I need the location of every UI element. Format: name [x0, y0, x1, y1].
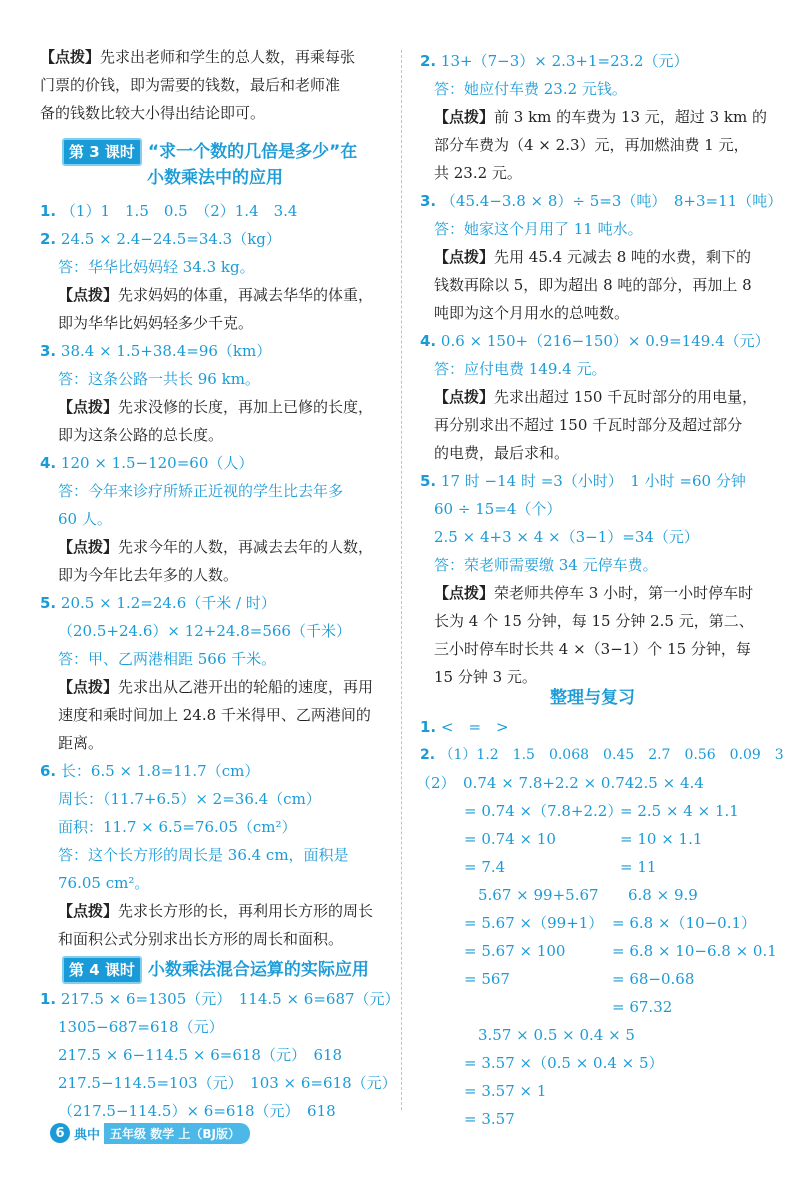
tip-text: 和面积公式分别求出长方形的周长和面积。: [58, 930, 344, 948]
calc-line: = 0.74 ×（7.8+2.2）: [464, 802, 623, 820]
calc-line: 6.8 × 9.9: [628, 886, 698, 904]
tip-text: 即为这条公路的总长度。: [58, 426, 224, 444]
tip-text: 吨即为这个月用水的总吨数。: [434, 304, 630, 322]
tip-text: 【点拨】前 3 km 的车费为 13 元，超过 3 km 的: [434, 108, 767, 126]
answer-line: 1305−687=618（元）: [58, 1018, 224, 1036]
calc-line: 5.67 × 99+5.67: [478, 886, 599, 904]
book-info: 五年级 数学 上（BJ版）: [104, 1123, 250, 1144]
answer-line: 60 人。: [58, 510, 112, 528]
answer-line: 4. 0.6 × 150+（216−150）× 0.9=149.4（元）: [420, 332, 770, 350]
calc-line: = 3.57: [464, 1110, 515, 1128]
answer-line: 217.5 × 6−114.5 × 6=618（元） 618: [58, 1046, 343, 1064]
calc-line: 2.5 × 4.4: [634, 774, 704, 792]
calc-line: = 3.57 × 1: [464, 1082, 547, 1100]
answer-line: 周长：（11.7+6.5）× 2=36.4（cm）: [58, 790, 321, 808]
answer-line: 答：荣老师需要缴 34 元停车费。: [434, 556, 658, 574]
answer-line: 答：这个长方形的周长是 36.4 cm，面积是: [58, 846, 349, 864]
column-divider: [401, 50, 402, 1110]
answer-line: 76.05 cm²。: [58, 874, 150, 892]
answer-line: 3. 38.4 × 1.5+38.4=96（km）: [40, 342, 272, 360]
calc-line: = 3.57 ×（0.5 × 0.4 × 5）: [464, 1054, 664, 1072]
tip-text: 钱数再除以 5，即为超出 8 吨的部分，再加上 8: [434, 276, 752, 294]
review-heading: 整理与复习: [550, 688, 635, 708]
answer-line: 答：应付电费 149.4 元。: [434, 360, 607, 378]
calc-line: = 567: [464, 970, 510, 988]
section-heading-3: 第 3 课时 “求一个数的几倍是多少”在: [62, 138, 357, 166]
tip-text: 即为今年比去年多的人数。: [58, 566, 239, 584]
answer-line: 2. 24.5 × 2.4−24.5=34.3（kg）: [40, 230, 281, 248]
answer-line: 答：甲、乙两港相距 566 千米。: [58, 650, 277, 668]
answer-line: 6. 长：6.5 × 1.8=11.7（cm）: [40, 762, 260, 780]
tip-text: 【点拨】先求出老师和学生的总人数，再乘每张: [40, 48, 356, 66]
calc-line: = 0.74 × 10: [464, 830, 556, 848]
tip-text: 共 23.2 元。: [434, 164, 522, 182]
answer-line: 答：华华比妈妈轻 34.3 kg。: [58, 258, 255, 276]
tip-text: 15 分钟 3 元。: [434, 668, 537, 686]
tip-text: 【点拨】先求没修的长度，再加上已修的长度，: [58, 398, 374, 416]
answer-line: 1. < = >: [420, 718, 509, 736]
calc-line: = 6.8 ×（10−0.1）: [612, 914, 757, 932]
calc-line: 3.57 × 0.5 × 0.4 × 5: [478, 1026, 635, 1044]
page-footer: [50, 1122, 250, 1144]
tip-text: 【点拨】先求出超过 150 千瓦时部分的用电量，: [434, 388, 758, 406]
tip-text: 【点拨】先求长方形的长，再利用长方形的周长: [58, 902, 374, 920]
calc-line: = 6.8 × 10−6.8 × 0.1: [612, 942, 777, 960]
answer-line: （20.5+24.6）× 12+24.8=566（千米）: [58, 622, 351, 640]
tip-text: 【点拨】先求出从乙港开出的轮船的速度，再用: [58, 678, 374, 696]
calc-line: = 11: [620, 858, 657, 876]
tip-text: 即为华华比妈妈轻多少千克。: [58, 314, 254, 332]
answer-line: 1. （1）1 1.5 0.5 （2）1.4 3.4: [40, 202, 298, 220]
tip-text: 【点拨】荣老师共停车 3 小时，第一小时停车时: [434, 584, 754, 602]
answer-line: 答：这条公路一共长 96 km。: [58, 370, 260, 388]
answer-line: 2. 13+（7−3）× 2.3+1=23.2（元）: [420, 52, 689, 70]
answer-line: 5. 20.5 × 1.2=24.6（千米 / 时）: [40, 594, 276, 612]
calc-line: = 5.67 × 100: [464, 942, 566, 960]
tip-text: 三小时停车时长共 4 ×（3−1）个 15 分钟，每: [434, 640, 751, 658]
answer-line: 60 ÷ 15=4（个）: [434, 500, 562, 518]
tip-text: 【点拨】先用 45.4 元减去 8 吨的水费，剩下的: [434, 248, 752, 266]
answer-line: 5. 17 时 −14 时 =3（小时） 1 小时 =60 分钟: [420, 472, 746, 490]
answer-line: 217.5−114.5=103（元） 103 × 6=618（元）: [58, 1074, 397, 1092]
page-number: 6: [50, 1123, 70, 1143]
answer-line: 2.5 × 4+3 × 4 ×（3−1）=34（元）: [434, 528, 699, 546]
answer-line: 3. （45.4−3.8 × 8）÷ 5=3（吨） 8+3=11（吨）: [420, 192, 783, 210]
tip-text: 备的钱数比较大小得出结论即可。: [40, 104, 266, 122]
tip-text: 【点拨】先求妈妈的体重，再减去华华的体重，: [58, 286, 374, 304]
calc-line: = 2.5 × 4 × 1.1: [620, 802, 739, 820]
section-heading-4: 第 4 课时 小数乘法混合运算的实际应用: [62, 956, 369, 984]
tip-text: 长为 4 个 15 分钟，每 15 分钟 2.5 元，第二、: [434, 612, 754, 630]
answer-line: 2. （1）1.2 1.5 0.068 0.45 2.7 0.56 0.09 3: [420, 747, 784, 763]
calc-line: = 67.32: [612, 998, 673, 1016]
calc-line: = 68−0.68: [612, 970, 695, 988]
answer-line: 4. 120 × 1.5−120=60（人）: [40, 454, 254, 472]
calc-line: = 5.67 ×（99+1）: [464, 914, 604, 932]
calc-line: （2） 0.74 × 7.8+2.2 × 0.74: [416, 774, 635, 792]
answer-line: 1. 217.5 × 6=1305（元） 114.5 × 6=687（元）: [40, 990, 400, 1008]
tip-text: 【点拨】先求今年的人数，再减去去年的人数，: [58, 538, 374, 556]
tip-text: 距离。: [58, 734, 104, 752]
calc-line: = 10 × 1.1: [620, 830, 703, 848]
tip-text: 速度和乘时间加上 24.8 千米得甲、乙两港间的: [58, 706, 371, 724]
section-subtitle-3: 小数乘法中的应用: [147, 168, 283, 188]
tip-text: 的电费，最后求和。: [434, 444, 570, 462]
tip-text: 再分别求出不超过 150 千瓦时部分及超过部分: [434, 416, 743, 434]
answer-line: 面积：11.7 × 6.5=76.05（cm²）: [58, 818, 297, 836]
lesson-tag: 第 4 课时: [62, 956, 142, 984]
calc-line: = 7.4: [464, 858, 506, 876]
tip-text: 部分车费为（4 × 2.3）元，再加燃油费 1 元，: [434, 136, 749, 154]
brand-logo: 典中: [74, 1127, 101, 1143]
answer-line: 答：今年来诊疗所矫正近视的学生比去年多: [58, 482, 344, 500]
lesson-tag: 第 3 课时: [62, 138, 142, 166]
answer-line: 答：她家这个月用了 11 吨水。: [434, 220, 643, 238]
answer-line: （217.5−114.5）× 6=618（元） 618: [58, 1102, 336, 1120]
answer-line: 答：她应付车费 23.2 元钱。: [434, 80, 627, 98]
tip-text: 门票的价钱，即为需要的钱数，最后和老师准: [40, 76, 341, 94]
